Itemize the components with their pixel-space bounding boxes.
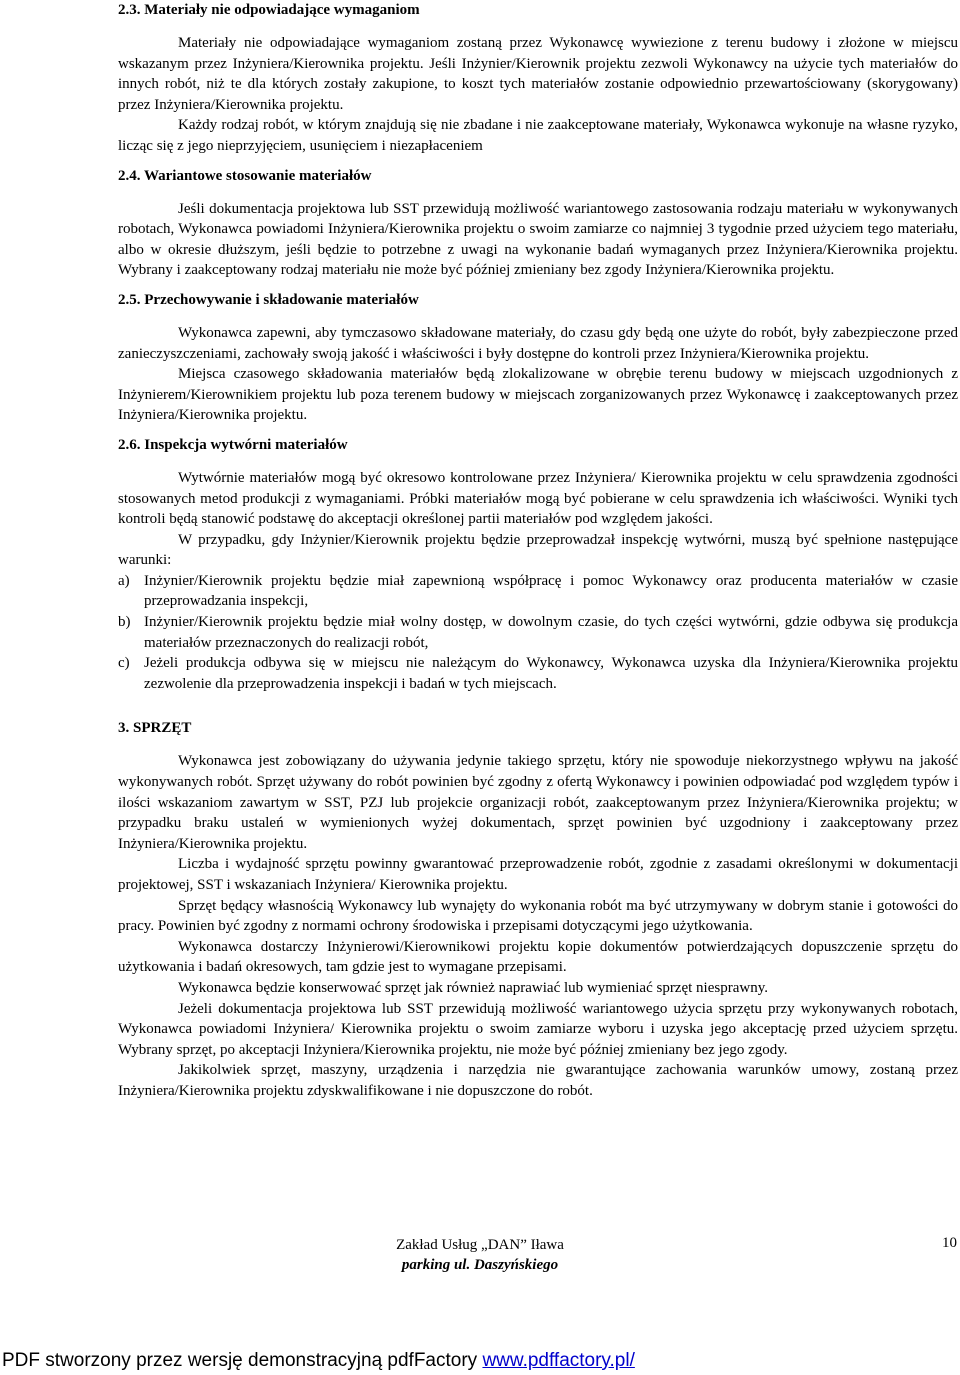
watermark-link[interactable]: www.pdffactory.pl/ — [482, 1350, 635, 1371]
paragraph: Wykonawca będzie konserwować sprzęt jak również naprawiać lub wymieniać sprzęt niesprawny. — [178, 979, 768, 996]
paragraph: Jakikolwiek sprzęt, maszyny, urządzenia i narzędzia nie gwarantujące zachowania warunków umowy, zostaną przez Inżyniera/Kierownika projektu zdyskwalifikowane i nie dopuszczone do robót. — [118, 1062, 958, 1099]
list-item — [118, 612, 958, 653]
section-heading-2-5: 2.5. Przechowywanie i składowanie materiałów — [118, 291, 419, 308]
pdf-watermark — [2, 1349, 635, 1373]
section-heading-2-3: 2.3. Materiały nie odpowiadające wymaganiom — [118, 2, 420, 18]
list-marker: b) — [118, 614, 131, 631]
page-number: 10 — [942, 1235, 957, 1251]
watermark-text: PDF stworzony przez wersję demonstracyjną pdfFactory — [2, 1350, 483, 1371]
list-item-text: Inżynier/Kierownik projektu będzie miał zapewnioną współpracę i pomoc Wykonawcy oraz producenta materiałów w czasie przeprowadzania inspekcji, — [144, 572, 958, 610]
list-item — [118, 571, 958, 612]
list-marker: c) — [118, 655, 130, 672]
conditions-list — [118, 571, 958, 695]
list-item — [118, 653, 958, 694]
paragraph: Wykonawca zapewni, aby tymczasowo składowane materiały, do czasu gdy będą one użyte do robót, były zabezpieczone przed zanieczyszczeniami, zachowały swoją jakość i właściwości i były dostępne do kontroli przez Inżyniera/Kierownika projektu. — [118, 324, 958, 362]
document-page — [118, 0, 958, 1102]
page-footer — [0, 1235, 960, 1275]
list-item-text: Jeżeli produkcja odbywa się w miejscu nie należącym do Wykonawcy, Wykonawca uzyska dla Inżyniera/Kierownika projektu zezwolenie dla przeprowadzenia inspekcji i badań w tych miejscach. — [144, 655, 958, 692]
section-heading-2-4: 2.4. Wariantowe stosowanie materiałów — [118, 167, 372, 184]
paragraph: Jeżeli dokumentacja projektowa lub SST przewidują możliwość wariantowego użycia sprzętu przy wykonywanych robotach, Wykonawca powiadomi Inżyniera/ Kierownika projektu o swoim zamiarze wyboru i uzyska jego akceptację przed użyciem sprzętu. Wybrany sprzęt, po akceptacji Inżyniera/Kierownika projektu, nie może być później zmieniany bez jego zgody. — [118, 1000, 958, 1058]
section-heading-2-6: 2.6. Inspekcja wytwórni materiałów — [118, 436, 348, 453]
list-item-text: Inżynier/Kierownik projektu będzie miał wolny dostęp, w dowolnym czasie, do tych części wytwórni, gdzie odbywa się produkcja materiałów przeznaczonych do realizacji robót, — [144, 614, 958, 651]
paragraph: Każdy rodzaj robót, w którym znajdują się nie zbadane i nie zaakceptowane materiały, Wykonawca wykonuje na własne ryzyko, licząc się z jego nieprzyjęciem, usunięciem i niezapłaceniem — [118, 117, 958, 154]
footer-location: parking ul. Daszyńskiego — [401, 1257, 559, 1273]
list-marker: a) — [118, 572, 130, 589]
footer-company: Zakład Usług „DAN” Iława — [396, 1237, 564, 1253]
paragraph: Wykonawca dostarczy Inżynierowi/Kierownikowi projektu kopie dokumentów potwierdzających dopuszczenie sprzętu do użytkowania i badań okresowych, tam gdzie jest to wymagane przepisami. — [118, 938, 958, 976]
paragraph: Wytwórnie materiałów mogą być okresowo kontrolowane przez Inżyniera/ Kierownika projektu w celu sprawdzenia zgodności stosowanych metod produkcji z wymaganiami. Próbki materiałów mogą być pobierane w celu sprawdzenia ich właściwości. Wyniki tych kontroli będą stanowić podstawę do akceptacji określonej partii materiałów pod względem jakości. — [118, 469, 958, 528]
paragraph: Jeśli dokumentacja projektowa lub SST przewidują możliwość wariantowego zastosowania rodzaju materiału w wykonywanych robotach, Wykonawca powiadomi Inżyniera/Kierownika projektu o swoim zamiarze co najmniej 3 tygodnie przed użyciem tego materiału, albo w okresie dłuższym, jeśli będzie to potrzebne z uwagi na wykonanie badań wymaganych przez Inżyniera/Kierownika projektu. Wybrany i zaakceptowany rodzaj materiału nie może być później zmieniany bez zgody Inżyniera/Kierownika projektu. — [118, 200, 958, 279]
paragraph: Materiały nie odpowiadające wymaganiom zostaną przez Wykonawcę wywiezione z terenu budowy i złożone w miejscu wskazanym przez Inżyniera/Kierownika projektu. Jeśli Inżynier/Kierownik projektu zezwoli Wykonawcy na użycie tych materiałów do innych robót, niż te dla których zostały zakupione, to koszt tych materiałów zostanie odpowiednio przewartościowany (skorygowany) przez Inżyniera/Kierownika projektu. — [118, 35, 958, 113]
paragraph: Liczba i wydajność sprzętu powinny gwarantować przeprowadzenie robót, zgodnie z zasadami określonymi w dokumentacji projektowej, SST i wskazaniach Inżyniera/ Kierownika projektu. — [118, 856, 958, 893]
section-heading-3: 3. SPRZĘT — [118, 720, 192, 737]
paragraph: W przypadku, gdy Inżynier/Kierownik projektu będzie przeprowadzał inspekcję wytwórni, muszą być spełnione następujące warunki: — [118, 531, 958, 569]
paragraph: Sprzęt będący własnością Wykonawcy lub wynajęty do wykonania robót ma być utrzymywany w dobrym stanie i gotowości do pracy. Powinien być zgodny z normami ochrony środowiska i przepisami dotyczącymi jego użytkowania. — [118, 897, 958, 935]
paragraph: Wykonawca jest zobowiązany do używania jedynie takiego sprzętu, który nie spowoduje niekorzystnego wpływu na jakość wykonywanych robót. Sprzęt używany do robót powinien być zgodny z ofertą Wykonawcy i powinien odpowiadać pod względem typów i ilości wskazaniom zawartym w SST, PZJ lub projekcie organizacji robót, zaakceptowanym przez Inżyniera/Kierownika projektu; w przypadku braku ustaleń w wymienionych wyżej dokumentach, sprzęt powinien być uzgodniony i zaakceptowany przez Inżyniera/Kierownika projektu. — [118, 753, 958, 852]
paragraph: Miejsca czasowego składowania materiałów będą zlokalizowane w obrębie terenu budowy w miejscach uzgodnionych z Inżynierem/Kierownikiem projektu lub poza terenem budowy w miejscach zorganizowanych przez Wykonawcę i zaakceptowanych przez Inżyniera/Kierownika projektu. — [118, 366, 958, 424]
